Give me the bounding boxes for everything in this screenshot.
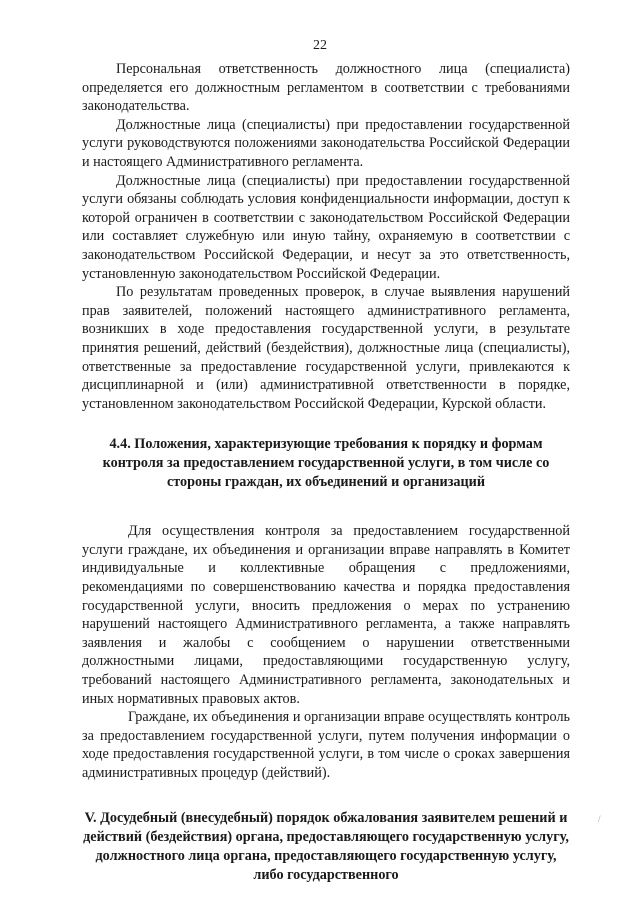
page-number: 22 — [313, 38, 327, 53]
paragraph-officials-guided: Должностные лица (специалисты) при предоставлении государственной услуги руководствуются положениями законодательства Российской Федерации и настоящего Административного регламента. — [82, 116, 570, 170]
section-v-heading: V. Досудебный (внесудебный) порядок обжалования заявителем решений и действий (бездействия) органа, предоставляющего государственную услугу, должностного лица органа, предоставляющего государственную услугу, либо государственного — [83, 809, 569, 883]
page-content — [82, 60, 570, 885]
paragraph-personal-responsibility: Персональная ответственность должностного лица (специалиста) определяется его должностным регламентом в соответствии с требованиями законодательства. — [82, 61, 570, 115]
section-4-4-heading: 4.4. Положения, характеризующие требования к порядку и формам контроля за предоставлением государственной услуги, в том числе со стороны граждан, их объединений и организаций — [102, 436, 550, 491]
paragraph-citizen-control: Для осуществления контроля за предоставлением государственной услуги граждане, их объединения и организации вправе направлять в Комитет индивидуальные и коллективные обращения с предложениями, рекомендациями по совершенствованию качества и порядка предоставления государственной услуги, вносить предложения о мерах по устранению нарушений настоящего Административного регламента, а также направлять заявления и жалобы с сообщением о нарушении ответственными должностными лицами, предоставляющими государственную услугу, требований настоящего Административного регламента, законодательных и иных нормативных правовых актов. — [82, 523, 570, 707]
paragraph-confidentiality: Должностные лица (специалисты) при предоставлении государственной услуги обязаны соблюдать условия конфиденциальности информации, доступ к которой ограничен в соответствии с законодательством Российской Федерации или составляет служебную или иную тайну, охраняемую в соответствии с законодательством Российской Федерации, и несут за это ответственность, установленную законодательством Российской Федерации. — [82, 172, 570, 282]
scan-mark: / — [598, 814, 601, 824]
paragraph-inspection-results: По результатам проведенных проверок, в случае выявления нарушений прав заявителей, положений настоящего административного регламента, возникших в ходе предоставления государственной услуги, в результате принятия решений, действий (бездействия), должностные лица (специалисты), ответственные за предоставление государственной услуги, привлекаются к дисциплинарной и (или) административной ответственности в порядке, установленном законодательством Российской Федерации, Курской области. — [82, 284, 570, 412]
paragraph-citizen-information: Граждане, их объединения и организации вправе осуществлять контроль за предоставлением государственной услуги, путем получения информации о ходе предоставления государственной услуги, в том числе о сроках завершения административных процедур (действий). — [82, 709, 570, 781]
